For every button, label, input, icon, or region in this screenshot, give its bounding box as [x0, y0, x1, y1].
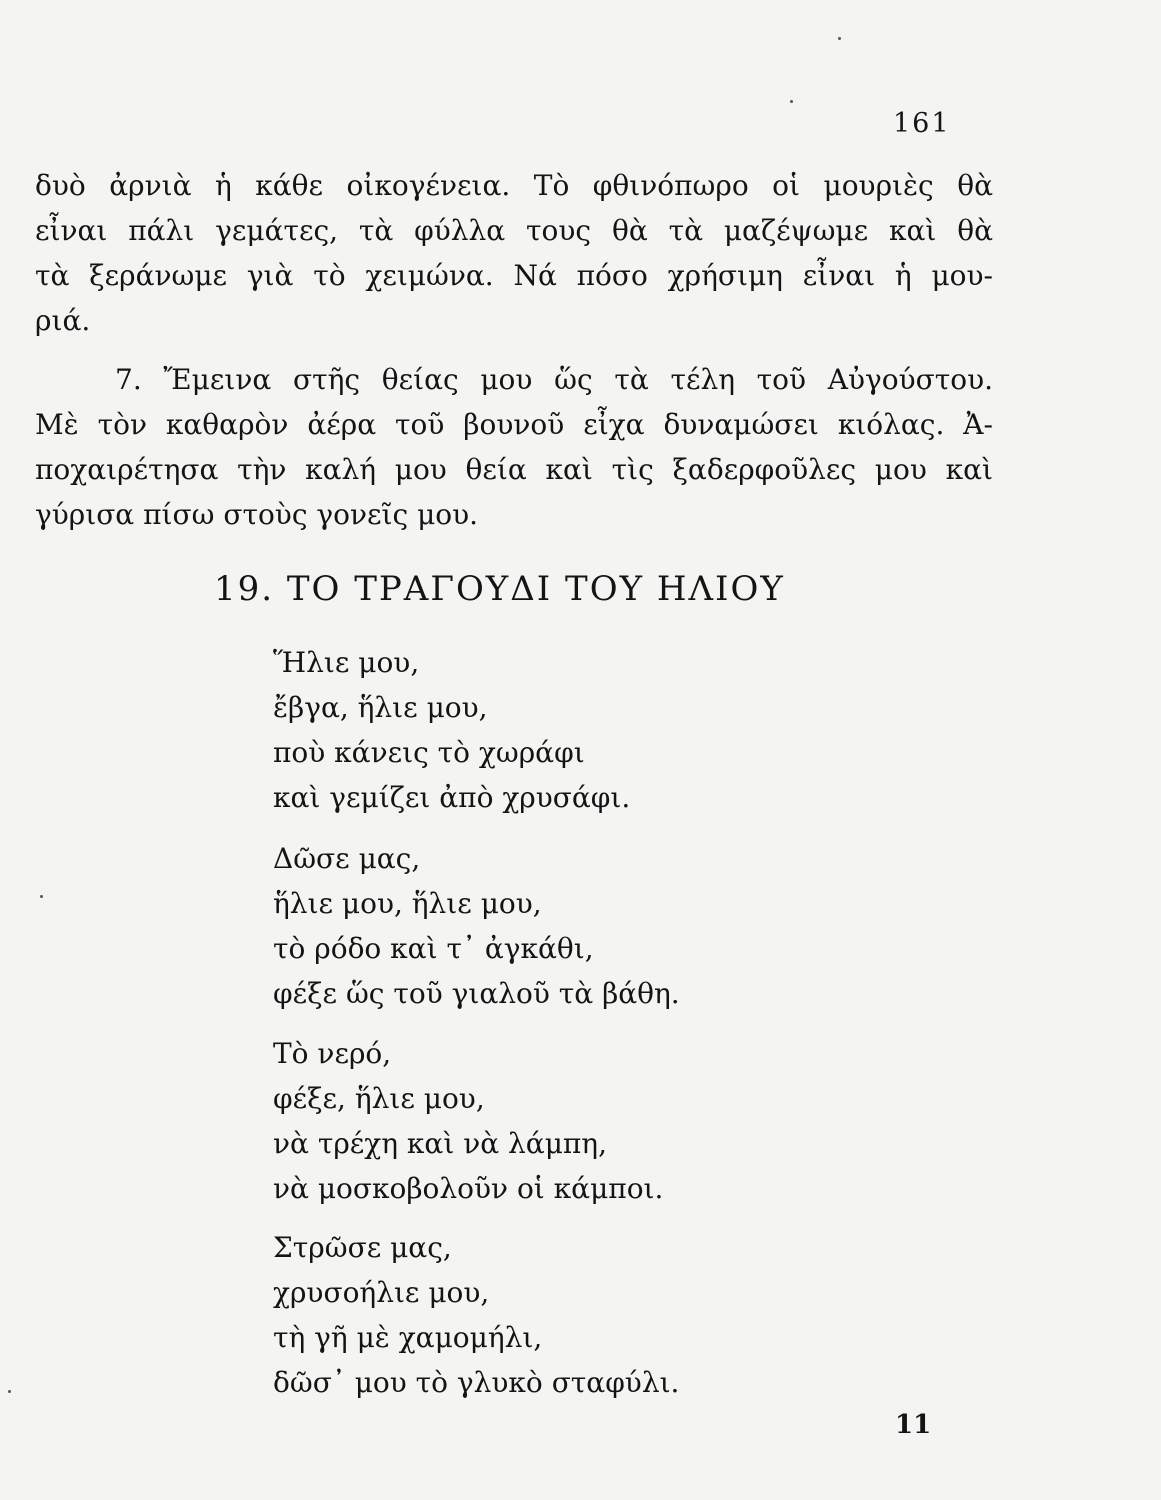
poem-verse: νὰ μοσκοβολοῦν οἱ κάμποι.: [273, 1172, 664, 1205]
poem-verse: δῶσ᾽ μου τὸ γλυκὸ σταφύλι.: [273, 1366, 680, 1399]
poem-verse: φέξε ὥς τοῦ γιαλοῦ τὰ βάθη.: [273, 977, 680, 1010]
prose-line: Μὲ τὸν καθαρὸν ἀέρα τοῦ βουνοῦ εἶχα δυναμώσει κιόλας. Ἀ-: [35, 408, 993, 441]
poem-verse: Τὸ νερό,: [273, 1037, 392, 1070]
poem-verse: ἥλιε μου, ἥλιε μου,: [273, 887, 542, 920]
poem-verse: φέξε, ἥλιε μου,: [273, 1082, 485, 1115]
paper-speck: [8, 1390, 11, 1393]
poem-verse: ἔβγα, ἥλιε μου,: [273, 691, 488, 724]
poem-verse: τὸ ρόδο καὶ τ᾽ ἀγκάθι,: [273, 932, 594, 965]
poem-verse: ποὺ κάνεις τὸ χωράφι: [273, 736, 585, 769]
poem-verse: νὰ τρέχη καὶ νὰ λάμπη,: [273, 1127, 607, 1160]
paragraph-2: [35, 357, 993, 537]
paper-speck: [838, 37, 841, 40]
prose-line: τὰ ξεράνωμε γιὰ τὸ χειμώνα. Νά πόσο χρήσιμη εἶναι ἡ μου-: [35, 259, 993, 292]
poem-verse: Ἥλιε μου,: [273, 646, 420, 679]
poem-stanza-3: [273, 1031, 663, 1211]
poem-stanza-2: [273, 836, 680, 1016]
prose-line: ριά.: [35, 304, 91, 337]
poem-verse: Στρῶσε μας,: [273, 1231, 452, 1264]
prose-line: δυὸ ἀρνιὰ ἡ κάθε οἰκογένεια. Τὸ φθινόπωρο οἱ μουριὲς θὰ: [35, 169, 993, 202]
page-number: 161: [893, 108, 951, 139]
poem-title: 19. ΤΟ ΤΡΑΓΟΥΔΙ ΤΟΥ ΗΛΙΟΥ: [214, 569, 785, 609]
poem-verse: καὶ γεμίζει ἀπὸ χρυσάφι.: [273, 781, 631, 814]
poem-verse: τὴ γῆ μὲ χαμομήλι,: [273, 1321, 543, 1354]
prose-line: γύρισα πίσω στοὺς γονεῖς μου.: [35, 498, 479, 531]
poem-stanza-4: [273, 1225, 679, 1405]
prose-line: 7. Ἔμεινα στῆς θείας μου ὥς τὰ τέλη τοῦ Αὐγούστου.: [115, 363, 993, 396]
poem-stanza-1: [273, 640, 630, 820]
signature-mark: 11: [895, 1410, 932, 1440]
paper-speck: [790, 100, 793, 103]
prose-line: εἶναι πάλι γεμάτες, τὰ φύλλα τους θὰ τὰ μαζέψωμε καὶ θὰ: [35, 214, 993, 247]
paragraph-1: [35, 163, 993, 343]
paper-speck: [40, 895, 43, 898]
poem-verse: χρυσοήλιε μου,: [273, 1276, 490, 1309]
poem-verse: Δῶσε μας,: [273, 842, 421, 875]
prose-line: ποχαιρέτησα τὴν καλή μου θεία καὶ τὶς ξαδερφοῦλες μου καὶ: [35, 453, 993, 486]
